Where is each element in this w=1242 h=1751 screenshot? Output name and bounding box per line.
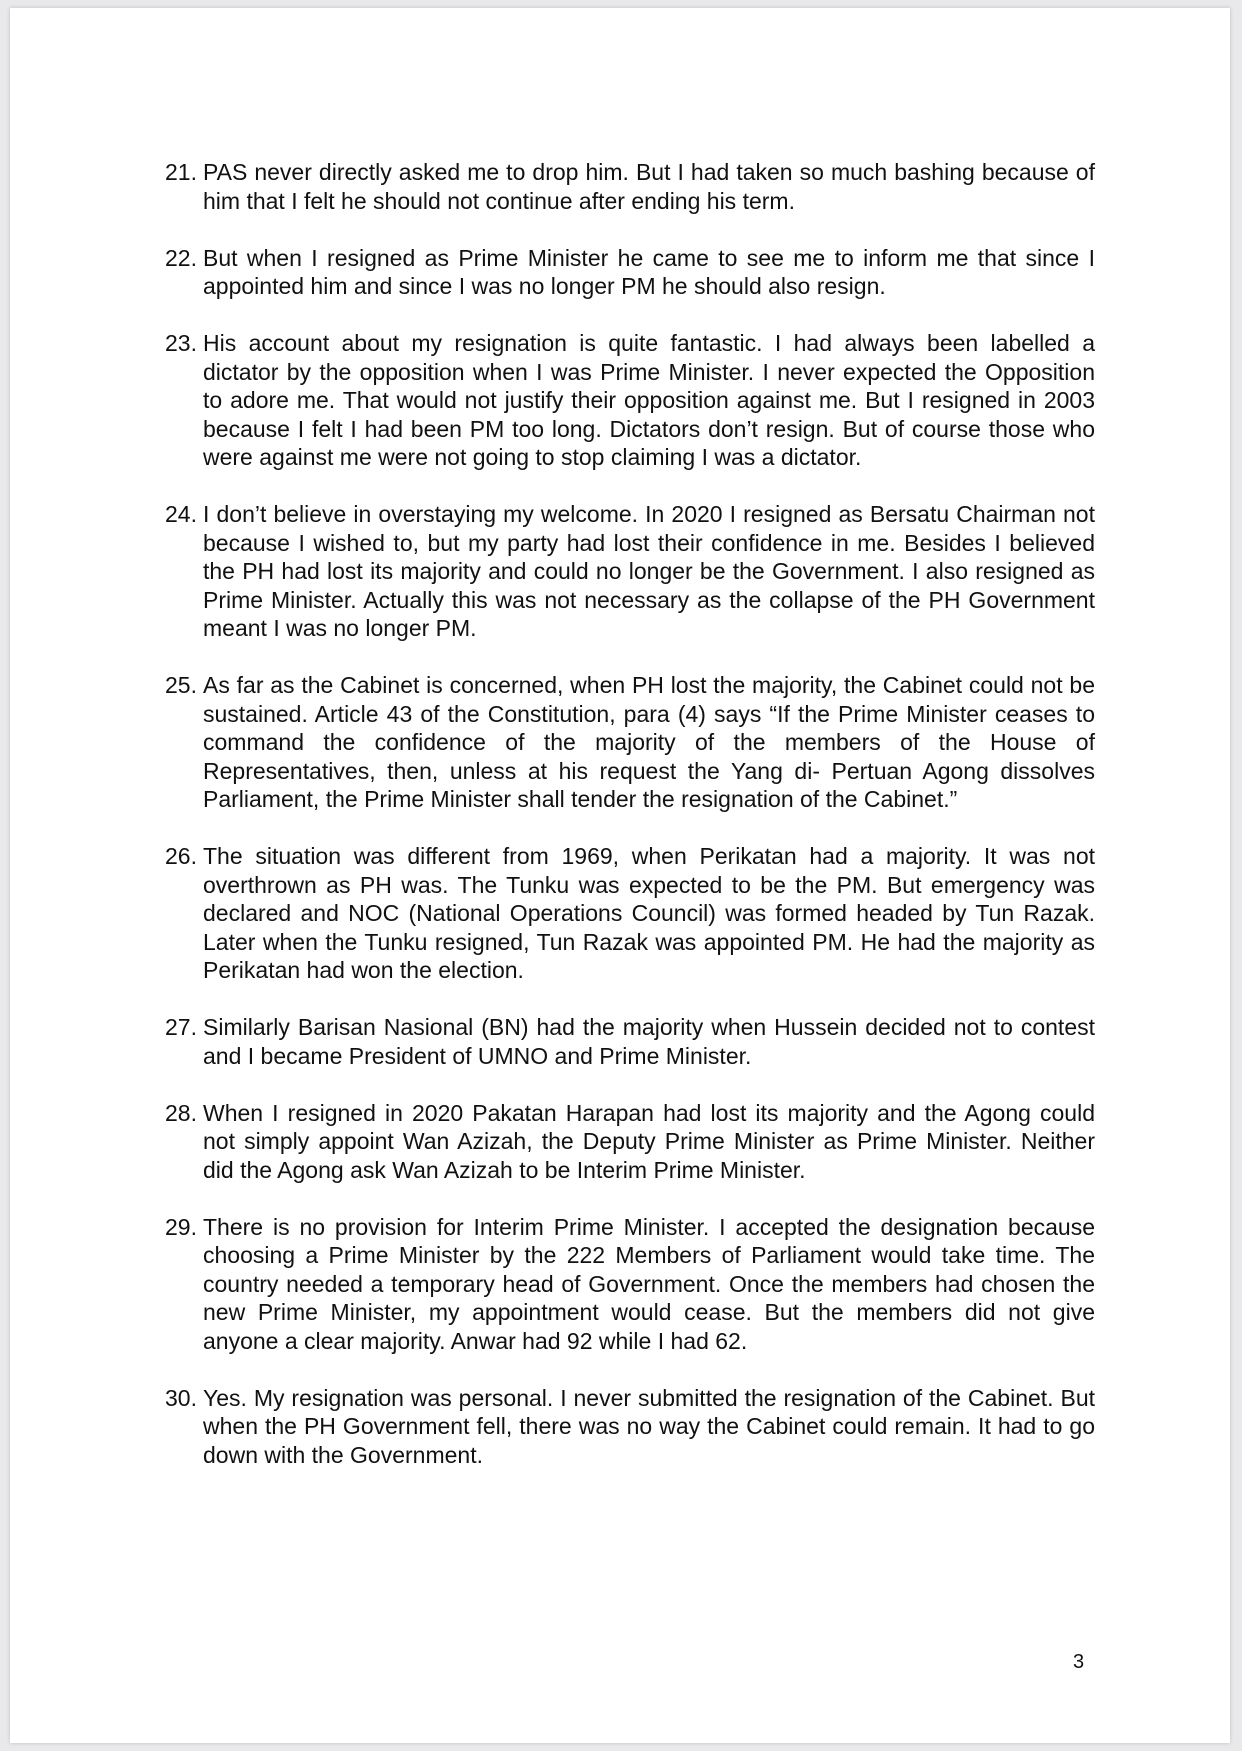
paragraph-22	[165, 244, 1095, 301]
page-number: 3	[1073, 1651, 1085, 1673]
paragraph-text: As far as the Cabinet is concerned, when PH lost the majority, the Cabinet could not be sustained. Article 43 of the Constitution, para (4) says “If the Prime Minister ceases to command the confidence of the majority of the members of the House of Representatives, then, unless at his request the Yang di- Pertuan Agong dissolves Parliament, the Prime Minister shall tender the resignation of the Cabinet.”	[203, 672, 1095, 812]
paragraph-text: The situation was different from 1969, when Perikatan had a majority. It was not overthrown as PH was. The Tunku was expected to be the PM. But emergency was declared and NOC (National Operations Council) was formed headed by Tun Razak. Later when the Tunku resigned, Tun Razak was appointed PM. He had the majority as Perikatan had won the election.	[203, 843, 1095, 983]
paragraph-number: 30.	[165, 1384, 197, 1411]
paragraph-text: There is no provision for Interim Prime Minister. I accepted the designation because choosing a Prime Minister by the 222 Members of Parliament would take time. The country needed a temporary head of Government. Once the members had chosen the new Prime Minister, my appointment would cease. But the members did not give anyone a clear majority. Anwar had 92 while I had 62.	[203, 1213, 1095, 1354]
document-page	[10, 8, 1230, 1743]
paragraph-text: Similarly Barisan Nasional (BN) had the majority when Hussein decided not to contest and I became President of UMNO and Prime Minister.	[203, 1014, 1095, 1069]
paragraph-28	[165, 1099, 1095, 1185]
paragraph-number: 29.	[165, 1213, 197, 1240]
paragraph-21	[165, 158, 1095, 215]
paragraph-29	[165, 1213, 1095, 1356]
paragraph-number: 26.	[165, 843, 197, 869]
paragraph-26	[165, 842, 1095, 985]
paragraph-text: PAS never directly asked me to drop him. But I had taken so much bashing because of him that I felt he should not continue after ending his term.	[203, 159, 1095, 214]
paragraph-24	[165, 500, 1095, 643]
paragraph-number: 24.	[165, 501, 197, 527]
paragraph-text: But when I resigned as Prime Minister he came to see me to inform me that since I appointed him and since I was no longer PM he should also resign.	[203, 244, 1095, 299]
paragraph-number: 21.	[165, 159, 197, 185]
paragraph-23	[165, 329, 1095, 472]
paragraph-27	[165, 1013, 1095, 1070]
paragraph-30	[165, 1384, 1095, 1470]
paragraph-25	[165, 671, 1095, 814]
paragraph-text: His account about my resignation is quite fantastic. I had always been labelled a dictator by the opposition when I was Prime Minister. I never expected the Opposition to adore me. That would not justify their opposition against me. But I resigned in 2003 because I felt I had been PM too long. Dictators don’t resign. But of course those who were against me were not going to stop claiming I was a dictator.	[203, 330, 1095, 470]
paragraph-number: 25.	[165, 672, 197, 698]
paragraph-number: 23.	[165, 330, 197, 356]
paragraph-text: Yes. My resignation was personal. I never submitted the resignation of the Cabinet. But when the PH Government fell, there was no way the Cabinet could remain. It had to go down with the Government.	[203, 1384, 1095, 1468]
document-body	[165, 158, 1095, 1498]
paragraph-text: I don’t believe in overstaying my welcome. In 2020 I resigned as Bersatu Chairman not because I wished to, but my party had lost their confidence in me. Besides I believed the PH had lost its majority and could no longer be the Government. I also resigned as Prime Minister. Actually this was not necessary as the collapse of the PH Government meant I was no longer PM.	[203, 501, 1095, 641]
paragraph-number: 28.	[165, 1099, 197, 1126]
paragraph-number: 22.	[165, 244, 197, 271]
paragraph-number: 27.	[165, 1014, 197, 1040]
paragraph-text: When I resigned in 2020 Pakatan Harapan had lost its majority and the Agong could not simply appoint Wan Azizah, the Deputy Prime Minister as Prime Minister. Neither did the Agong ask Wan Azizah to be Interim Prime Minister.	[203, 1099, 1095, 1183]
